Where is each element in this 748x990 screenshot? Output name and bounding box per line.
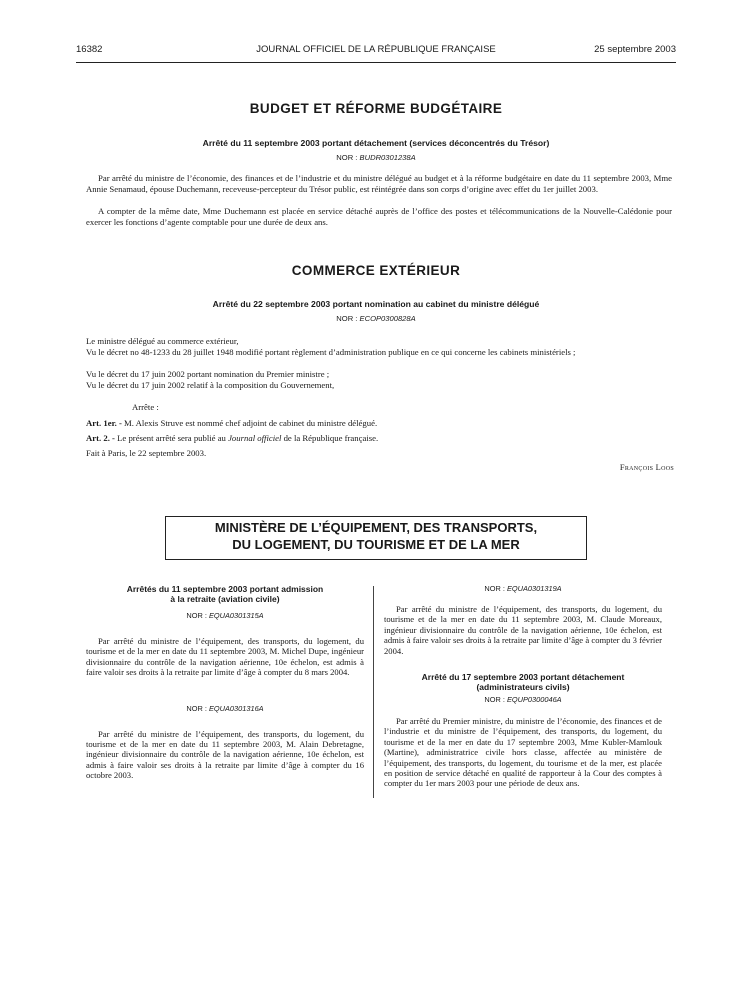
section-title-commerce: COMMERCE EXTÉRIEUR (291, 263, 461, 278)
nor-label: NOR : (186, 611, 207, 620)
left-paragraph-2: Par arrêté du ministre de l’équipement, des transports, du logement, du tourisme et de la mer en date du 11 septembre 2003, M. Alain Debretagne, ingénieur divisionnaire du contrôle de la navigation aérienne, 10e échelon, est admis à faire valoir ses droits à la retraite par limite d’âge à compter du 16 octobre 2003. (86, 728, 364, 781)
right-arrete-title-line-1: Arrêté du 17 septembre 2003 portant détachement (421, 672, 625, 683)
left-column (86, 580, 364, 781)
nor-label: NOR : (484, 584, 505, 593)
ministry-title-line-1: MINISTÈRE DE L’ÉQUIPEMENT, DES TRANSPORTS, (214, 520, 538, 535)
nor-label: NOR : (186, 703, 207, 713)
column-divider (373, 586, 374, 798)
right-arrete-title-line-2: (administrateurs civils) (476, 682, 570, 693)
article-2-text-before: Le présent arrêté sera publié au (117, 433, 229, 443)
ministry-title-box (165, 516, 587, 560)
article-2-label: Art. 2. - (86, 433, 115, 443)
budget-paragraph-1: Par arrêté du ministre de l’économie, des finances et de l’industrie et du ministre délégué au budget et à la réforme budgétaire en date du 11 septembre 2003, Mme Annie Senamaud, épouse Duchemann, receveuse-percepteur du Trésor public, est réintégrée dans son corps d’origine avec effet du 1er juillet 2003. (86, 173, 672, 194)
commerce-article-1 (86, 418, 672, 429)
page-number: 16382 (76, 44, 103, 55)
publication-date: 25 septembre 2003 (594, 44, 676, 55)
arrete-title-budget: Arrêté du 11 septembre 2003 portant détachement (services déconcentrés du Trésor) (202, 138, 550, 148)
left-arrete-title-line-2: à la retraite (aviation civile) (170, 594, 280, 604)
article-2-journal-name: Journal officiel (228, 433, 282, 443)
right-paragraph-1: Par arrêté du ministre de l’équipement, des transports, du logement, du tourisme et de la mer en date du 11 septembre 2003, M. Claude Moreaux, ingénieur divisionnaire du contrôle de la navigation aérienne, 10e échelon, est admis à faire valoir ses droits à la retraite par limite d’âge à compter du 3 février 2004. (384, 604, 662, 656)
ministry-title-line-2: DU LOGEMENT, DU TOURISME ET DE LA MER (232, 537, 520, 552)
nor-code: EQUA0301315A (208, 611, 264, 620)
commerce-article-2 (86, 433, 672, 444)
nor-code: EQUA0301316A (208, 703, 264, 713)
journal-title: JOURNAL OFFICIEL DE LA RÉPUBLIQUE FRANÇAISE (256, 44, 496, 55)
arrete-title-commerce: Arrêté du 22 septembre 2003 portant nomination au cabinet du ministre délégué (212, 299, 540, 309)
nor-label: NOR : (336, 153, 358, 162)
right-nor-1 (384, 584, 662, 593)
article-1-text: M. Alexis Struve est nommé chef adjoint de cabinet du ministre délégué. (124, 418, 378, 428)
left-paragraph-1: Par arrêté du ministre de l’équipement, des transports, du logement, du tourisme et de la mer en date du 11 septembre 2003, M. Michel Dupe, ingénieur divisionnaire du contrôle de la navigation aérienne, 10e échelon, est admis à faire valoir ses droits à la retraite par limite d’âge à compter du 8 mars 2004. (86, 636, 364, 678)
page-header (76, 44, 676, 63)
commerce-vu-3: Vu le décret du 17 juin 2002 relatif à la composition du Gouvernement, (86, 380, 335, 390)
right-nor-2 (384, 695, 662, 704)
nor-label: NOR : (336, 314, 358, 323)
right-column (384, 580, 662, 789)
left-arrete-title-line-1: Arrêtés du 11 septembre 2003 portant admission (126, 584, 324, 594)
right-paragraph-2: Par arrêté du Premier ministre, du ministre de l’économie, des finances et de l’industrie et du ministre de l’équipement, des transports, du logement, du tourisme et de la mer en date du 17 septembre 2003, Mme Kubler-Mamlouk (Martine), administratrice civile hors classe, affectée au ministère de l’équipement, des transports, du logement, du tourisme et de la mer, est placée en position de service détaché en qualité de rapporteur à la Cour des comptes à compter du 1er mars 2003 pour une période de deux ans. (384, 716, 662, 789)
commerce-vu-2: Vu le décret du 17 juin 2002 portant nomination du Premier ministre ; (86, 369, 330, 379)
nor-label: NOR : (484, 695, 505, 705)
left-nor-2 (86, 704, 364, 713)
nor-code: ECOP0300828A (359, 314, 416, 323)
left-nor-1 (86, 611, 364, 620)
nor-budget (76, 153, 676, 162)
article-1-label: Art. 1er. - (86, 418, 122, 428)
signature-francois-loos: François Loos (619, 463, 674, 472)
nor-code: BUDR0301238A (359, 153, 416, 162)
nor-commerce (76, 314, 676, 323)
commerce-vu-1: Vu le décret no 48-1233 du 28 juillet 1948 modifié portant règlement d’administration publique en ce qui concerne les cabinets ministériels ; (86, 347, 576, 357)
budget-paragraph-2: A compter de la même date, Mme Duchemann est placée en service détaché auprès de l’office des postes et télécommunications de la Nouvelle-Calédonie pour exercer les fonctions d’agente comptable pour une durée de deux ans. (86, 206, 672, 227)
article-2-text-after: de la République française. (281, 433, 379, 443)
section-title-budget: BUDGET ET RÉFORME BUDGÉTAIRE (249, 101, 503, 116)
commerce-arrete: Arrête : (132, 402, 159, 412)
nor-code: EQUA0301319A (506, 584, 562, 593)
commerce-intro: Le ministre délégué au commerce extérieur, (86, 336, 239, 346)
nor-code: EQUP0300046A (506, 695, 562, 705)
commerce-done-at: Fait à Paris, le 22 septembre 2003. (86, 448, 207, 458)
